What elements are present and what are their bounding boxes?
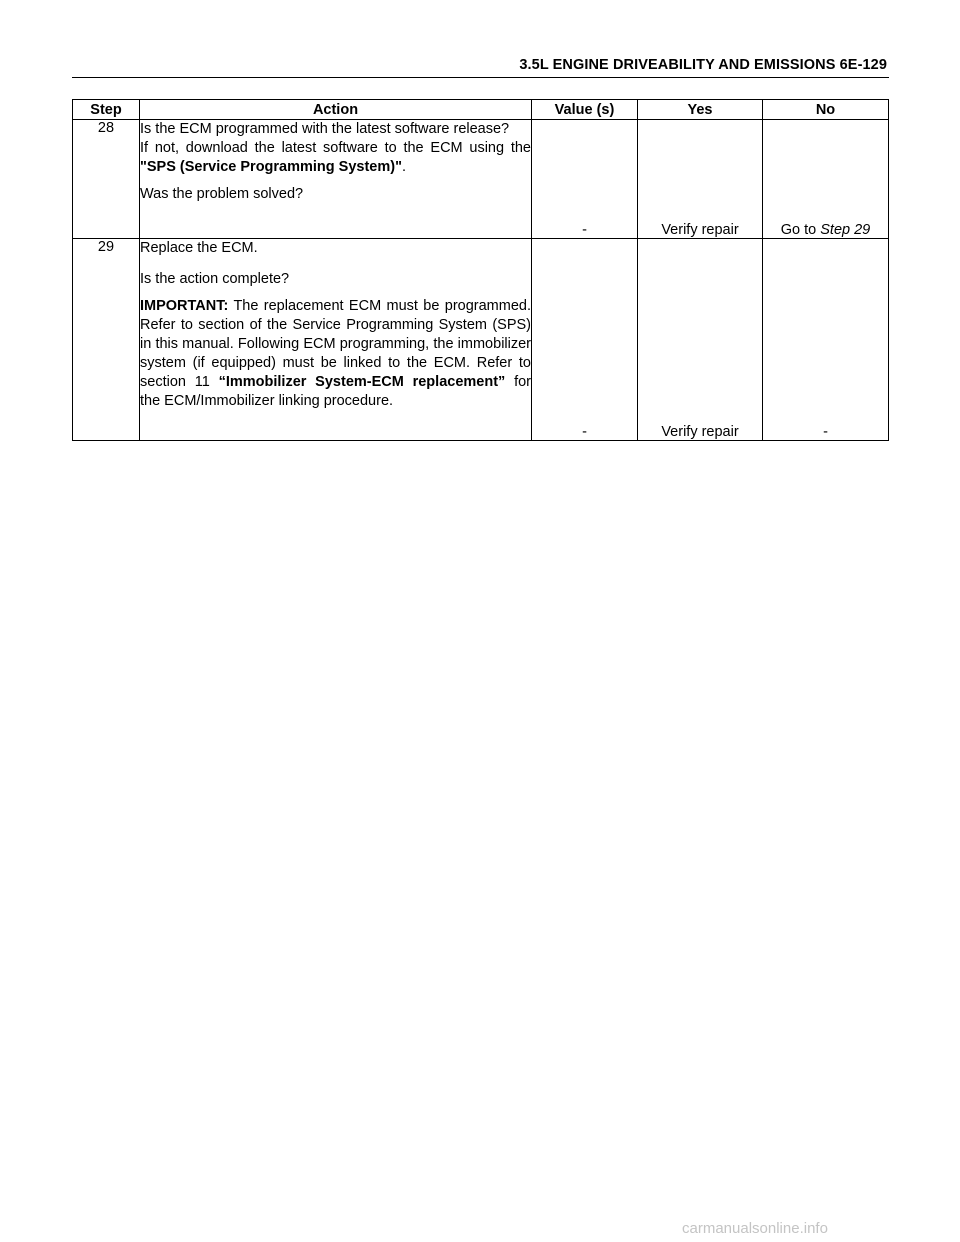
diagnostic-table: [72, 99, 889, 441]
column-header-no: No: [763, 100, 889, 120]
value-cell: -: [532, 120, 638, 239]
step-number: 29: [73, 239, 140, 441]
action-question: Is the action complete?: [140, 271, 290, 287]
action-text: Replace the ECM.: [140, 240, 258, 256]
column-header-yes: Yes: [638, 100, 763, 120]
yes-cell: Verify repair: [638, 239, 763, 441]
page-header: [72, 57, 889, 78]
action-text: Is the ECM programmed with the latest software release?: [140, 121, 510, 137]
column-header-value: Value (s): [532, 100, 638, 120]
page-title: 3.5L ENGINE DRIVEABILITY AND EMISSIONS 6E-129: [519, 57, 887, 73]
value-cell: -: [532, 239, 638, 441]
action-question: Was the problem solved?: [140, 186, 304, 202]
no-cell: Go to Step 29: [763, 120, 889, 239]
yes-cell: Verify repair: [638, 120, 763, 239]
column-header-action: Action: [140, 100, 532, 120]
important-note: IMPORTANT: The replacement ECM must be programmed. Refer to section of the Service Programming System (SPS) in this manual. Following ECM programming, the immobilizer system (if equipped) must be linked to the ECM. Refer to section 11 “Immobilizer System-ECM replacement” for the ECM/Immobilizer linking procedure.: [140, 298, 532, 409]
action-text: If not, download the latest software to the ECM using the "SPS (Service Programming System)".: [140, 140, 531, 175]
table-row: [73, 120, 889, 239]
no-cell: -: [763, 239, 889, 441]
table-header-row: [73, 100, 889, 120]
column-header-step: Step: [73, 100, 140, 120]
table-row: [73, 239, 889, 441]
action-cell: [140, 120, 532, 239]
action-cell: [140, 239, 532, 441]
watermark: carmanualsonline.info: [682, 1220, 828, 1237]
step-number: 28: [73, 120, 140, 239]
